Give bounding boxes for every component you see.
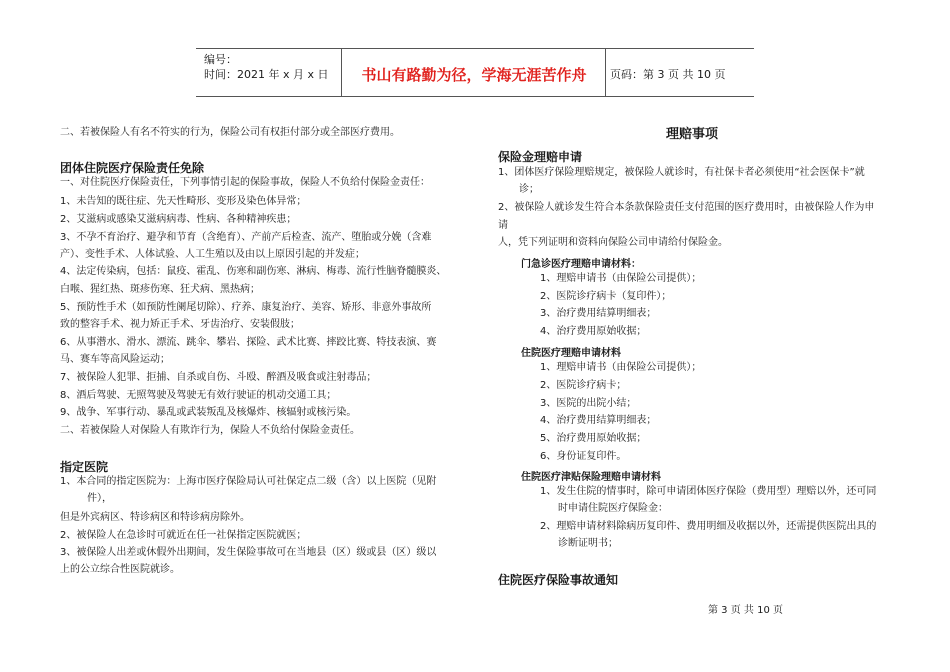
exemption-line: 2、艾滋病或感染艾滋病病毒、性病、各种精神疾患；: [60, 214, 297, 225]
outpatient-item: 1、理赔申请书（由保险公司提供）；: [540, 273, 702, 284]
header-motto: 书山有路勤为径，学海无涯苦作舟: [361, 66, 587, 84]
outpatient-item: 3、治疗费用结算明细表；: [540, 308, 657, 319]
header-code-label: 编号：: [204, 53, 237, 66]
inpatient-item: 1、理赔申请书（由保险公司提供）；: [540, 362, 702, 373]
allowance-line: 1、发生住院的情事时，除可申请团体医疗保险（费用型）理赔以外，还可同: [540, 486, 877, 497]
footer-page-number: 第 3 页 共 10 页: [708, 605, 783, 616]
exemption-line: 致的整容手术、视力矫正手术、牙齿治疗、安装假肢；: [60, 319, 300, 330]
intro-paragraph: 二、若被保险人有名不符实的行为，保险公司有权拒付部分或全部医疗费用。: [60, 127, 400, 138]
claim-heading: 保险金理赔申请: [498, 150, 583, 164]
exemption-line: 8、酒后驾驶、无照驾驶及驾驶无有效行驶证的机动交通工具；: [60, 390, 337, 401]
exemption-line: 一、对住院医疗保险责任，下列事情引起的保险事故，保险人不负给付保险金责任：: [60, 177, 430, 188]
exemption-line: 二、若被保险人对保险人有欺诈行为，保险人不负给付保险金责任。: [60, 425, 360, 436]
exemption-line: 1、未告知的既往症、先天性畸形、变形及染色体异常；: [60, 196, 307, 207]
exemption-line: 产）、变性手术、人体试验、人工生殖以及由以上原因引起的并发症；: [60, 249, 365, 260]
allowance-line: 诊断证明书；: [558, 538, 618, 549]
hospital-line: 2、被保险人在急诊时可就近在任一社保指定医院就医；: [60, 530, 307, 541]
notice-heading: 住院医疗保险事故通知: [498, 573, 619, 587]
claim-line: 诊；: [519, 184, 539, 195]
exemption-line: 马、赛车等高风险运动；: [60, 354, 170, 365]
document-header: [196, 48, 754, 97]
claims-title: 理赔事项: [666, 127, 719, 142]
header-time-label: 时间：2021 年 x 月 x 日: [204, 68, 329, 81]
exemption-line: 5、预防性手术（如预防性阑尾切除）、疗养、康复治疗、美容、矫形、非意外事故所: [60, 302, 432, 313]
exemption-line: 7、被保险人犯罪、拒捕、自杀或自伤、斗殴、醉酒及吸食或注射毒品；: [60, 372, 377, 383]
inpatient-item: 3、医院的出院小结；: [540, 398, 637, 409]
inpatient-item: 4、治疗费用结算明细表；: [540, 415, 657, 426]
allowance-heading: 住院医疗津贴保险理赔申请材料: [521, 472, 661, 483]
header-page-label: 页码：第 3 页 共 10 页: [610, 68, 726, 81]
allowance-line: 2、理赔申请材料除病历复印件、费用明细及收据以外，还需提供医院出具的: [540, 521, 877, 532]
header-divider: [341, 48, 342, 97]
inpatient-item: 2、医院诊疗病卡；: [540, 380, 627, 391]
exemption-heading: 团体住院医疗保险责任免除: [60, 161, 205, 175]
claim-line: 人，凭下列证明和资料向保险公司申请给付保险金。: [498, 237, 728, 248]
claim-line: 请: [498, 220, 508, 231]
inpatient-item: 6、身份证复印件。: [540, 451, 627, 462]
claim-line: 2、被保险人就诊发生符合本条款保险责任支付范围的医疗费用时，由被保险人作为申: [498, 202, 875, 213]
claim-line: 1、团体医疗保险理赔规定，被保险人就诊时，有社保卡者必须使用“社会医保卡”就: [498, 167, 865, 178]
exemption-line: 9、战争、军事行动、暴乱或武装叛乱及核爆炸、核辐射或核污染。: [60, 407, 357, 418]
exemption-line: 3、不孕不育治疗、避孕和节育（含绝育）、产前产后检查、流产、堕胎或分娩（含难: [60, 232, 432, 243]
outpatient-heading: 门急诊医疗理赔申请材料：: [521, 259, 641, 270]
exemption-line: 4、法定传染病，包括：鼠疫、霍乱、伤寒和副伤寒、淋病、梅毒、流行性脑脊髓膜炎、: [60, 266, 447, 277]
outpatient-item: 4、治疗费用原始收据；: [540, 326, 647, 337]
inpatient-heading: 住院医疗理赔申请材料: [521, 348, 621, 359]
outpatient-item: 2、医院诊疗病卡（复印件）；: [540, 291, 672, 302]
hospital-line: 上的公立综合性医院就诊。: [60, 564, 180, 575]
header-top-rule: [196, 48, 754, 49]
hospital-line: 但是外宾病区、特诊病区和特诊病房除外。: [60, 512, 250, 523]
header-divider: [605, 48, 606, 97]
hospital-line: 件），: [87, 493, 112, 504]
inpatient-item: 5、治疗费用原始收据；: [540, 433, 647, 444]
hospital-line: 3、被保险人出差或休假外出期间，发生保险事故可在当地县（区）级或县（区）级以: [60, 547, 437, 558]
exemption-line: 白喉、猩红热、斑疹伤寒、狂犬病、黑热病；: [60, 284, 260, 295]
allowance-line: 时申请住院医疗保险金：: [558, 503, 668, 514]
header-bottom-rule: [196, 96, 754, 97]
hospital-heading: 指定医院: [60, 460, 109, 474]
exemption-line: 6、从事潜水、滑水、漂流、跳伞、攀岩、探险、武术比赛、摔跤比赛、特技表演、赛: [60, 337, 437, 348]
hospital-line: 1、本合同的指定医院为：上海市医疗保险局认可社保定点二级（含）以上医院（见附: [60, 476, 437, 487]
